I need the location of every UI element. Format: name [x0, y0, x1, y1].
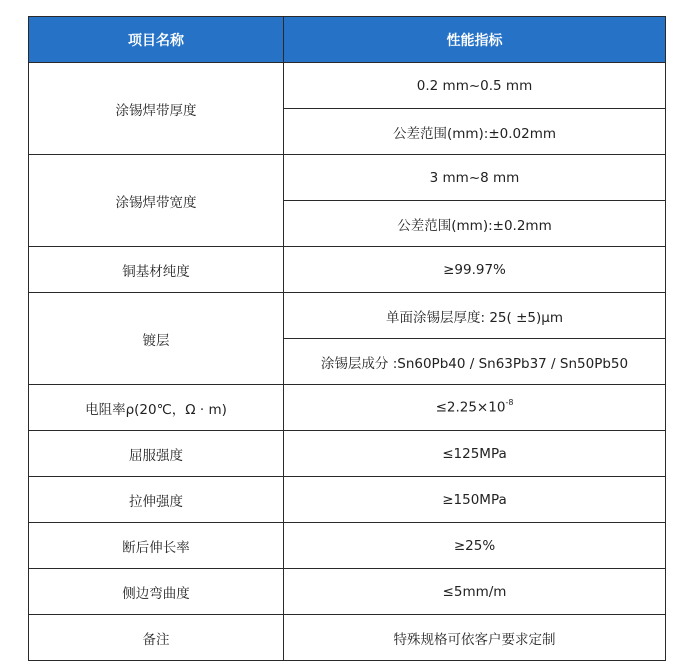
value-resistivity	[284, 385, 666, 431]
table-row	[29, 155, 666, 201]
table-row	[29, 63, 666, 109]
table-row	[29, 431, 666, 477]
value-thickness-tolerance: 公差范围(mm):±0.02mm	[284, 109, 666, 155]
value-yield-strength: ≤125MPa	[284, 431, 666, 477]
header-spec: 性能指标	[284, 17, 666, 63]
table-row	[29, 615, 666, 661]
value-thickness-range: 0.2 mm~0.5 mm	[284, 63, 666, 109]
value-width-tolerance: 公差范围(mm):±0.2mm	[284, 201, 666, 247]
row-label-elongation: 断后伸长率	[29, 523, 284, 569]
value-elongation: ≥25%	[284, 523, 666, 569]
row-label-resistivity: 电阻率ρ(20℃，Ω · m)	[29, 385, 284, 431]
table-row	[29, 569, 666, 615]
table-row	[29, 293, 666, 339]
row-label-yield-strength: 屈服强度	[29, 431, 284, 477]
header-row	[29, 17, 666, 63]
value-coating-composition: 涂锡层成分 :Sn60Pb40 / Sn63Pb37 / Sn50Pb50	[284, 339, 666, 385]
value-coating-thickness: 单面涂锡层厚度: 25( ±5)μm	[284, 293, 666, 339]
table-row	[29, 247, 666, 293]
row-label-tensile-strength: 拉伸强度	[29, 477, 284, 523]
table-row	[29, 477, 666, 523]
header-item-name: 项目名称	[29, 17, 284, 63]
row-label-width: 涂锡焊带宽度	[29, 155, 284, 247]
value-tensile-strength: ≥150MPa	[284, 477, 666, 523]
table-row	[29, 523, 666, 569]
row-label-coating: 镀层	[29, 293, 284, 385]
value-resistivity-base: ≤2.25×10	[435, 399, 506, 416]
row-label-remarks: 备注	[29, 615, 284, 661]
row-label-thickness: 涂锡焊带厚度	[29, 63, 284, 155]
value-width-range: 3 mm~8 mm	[284, 155, 666, 201]
value-purity: ≥99.97%	[284, 247, 666, 293]
row-label-camber: 侧边弯曲度	[29, 569, 284, 615]
spec-table	[28, 16, 666, 661]
value-camber: ≤5mm/m	[284, 569, 666, 615]
table-row	[29, 385, 666, 431]
value-remarks: 特殊规格可依客户要求定制	[284, 615, 666, 661]
value-resistivity-exponent: -8	[505, 398, 514, 408]
row-label-purity: 铜基材纯度	[29, 247, 284, 293]
